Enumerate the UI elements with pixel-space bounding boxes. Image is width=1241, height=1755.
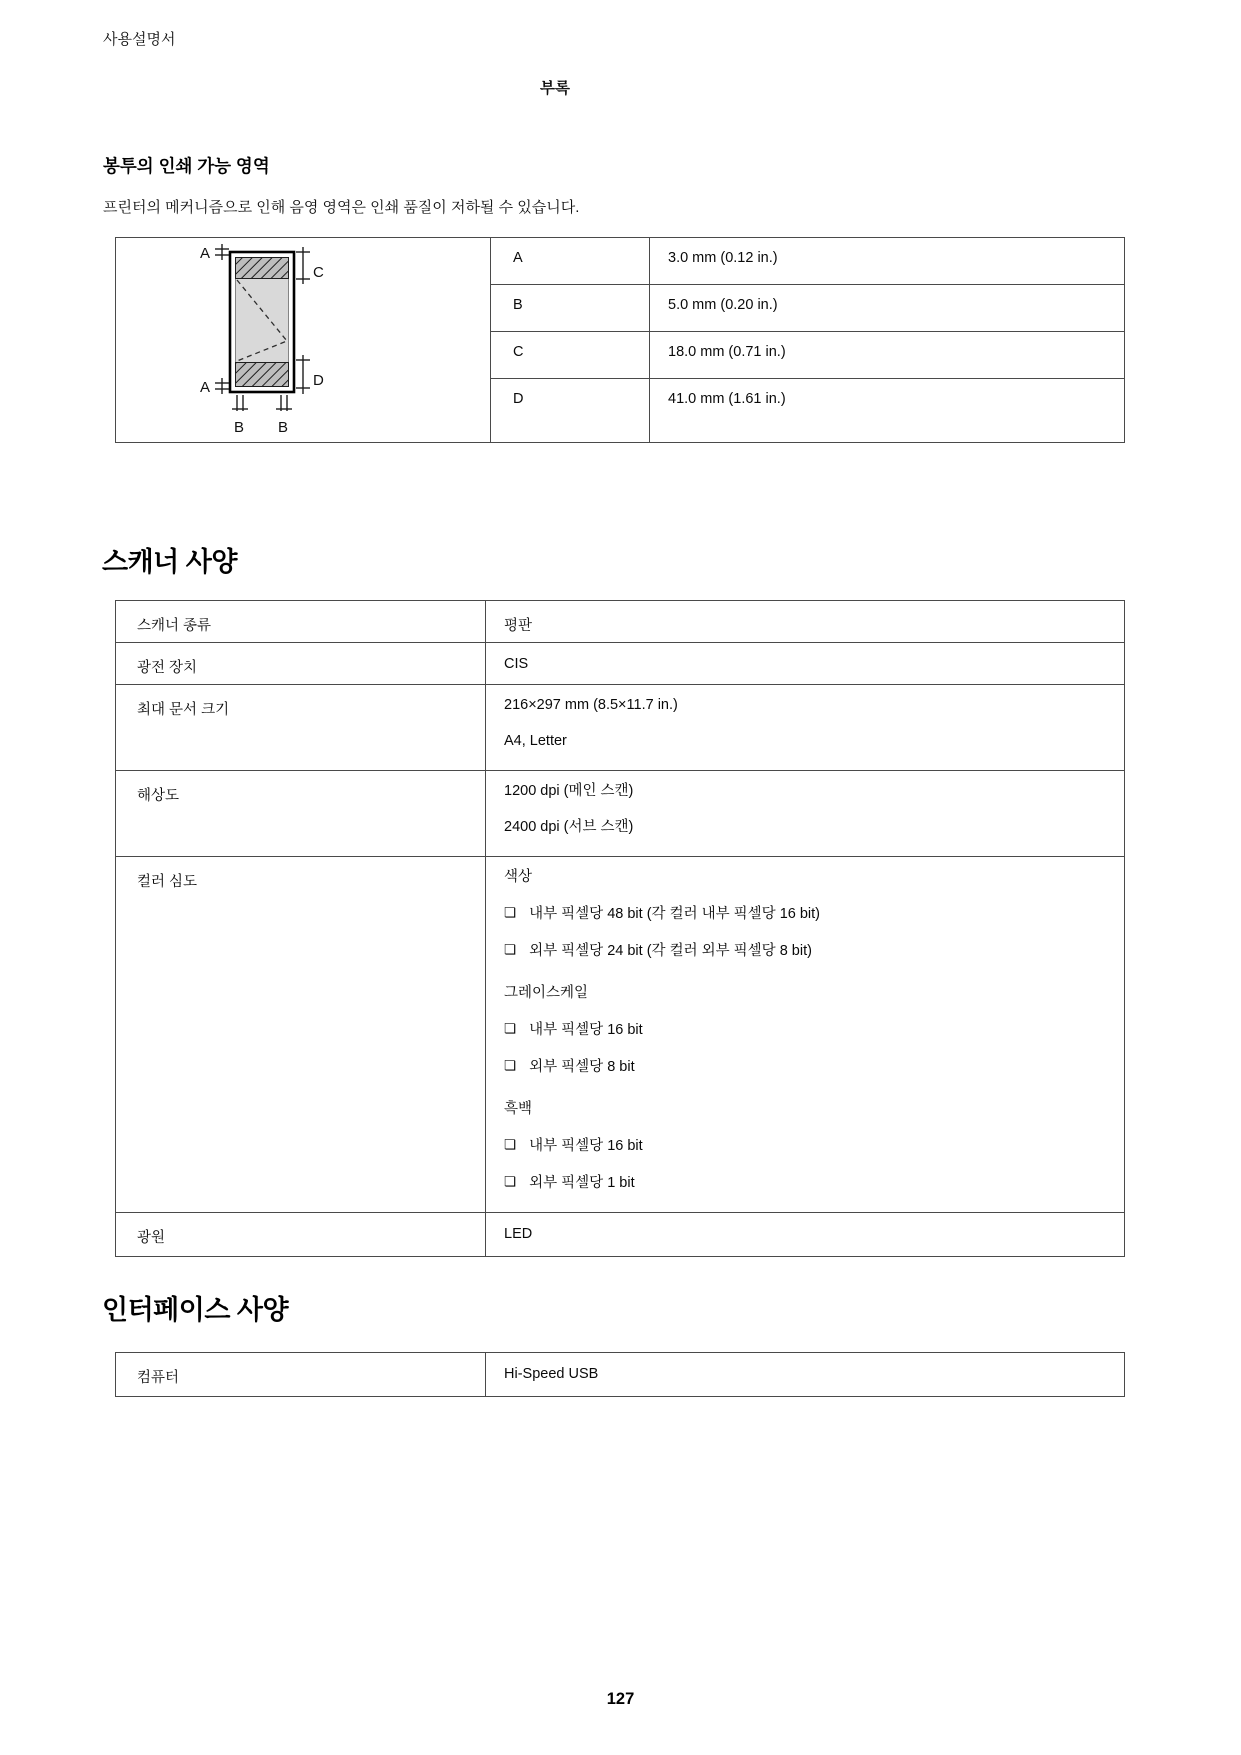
spec-value-line: A4, Letter: [504, 733, 567, 749]
dim-tick-b-right: [276, 395, 292, 411]
diagram-label-a-bottom: A: [200, 379, 211, 396]
interface-section-heading: 인터페이스 사양: [102, 1295, 289, 1325]
dim-tick-b-left: [232, 395, 248, 411]
spec-label: 해상도: [116, 771, 486, 857]
margin-value-c: 18.0 mm (0.71 in.): [650, 332, 1125, 379]
margin-key-b: B: [491, 285, 650, 332]
spec-value-line: 216×297 mm (8.5×11.7 in.): [504, 697, 678, 713]
margin-key-a: A: [491, 238, 650, 285]
table-row: [116, 857, 1125, 1213]
color-depth-group-title: 흑백: [504, 1101, 533, 1117]
margin-key-d: D: [491, 379, 650, 443]
spec-bullet-item: [504, 1175, 1116, 1191]
envelope-section-description: 프린터의 메커니즘으로 인해 음영 영역은 인쇄 품질이 저하될 수 있습니다.: [103, 199, 580, 216]
spec-value-line: 1200 dpi (메인 스캔): [504, 783, 634, 799]
table-row: [116, 771, 1125, 857]
table-row: [116, 1213, 1125, 1257]
table-row: [116, 643, 1125, 685]
checkbox-bullet-icon: ❏: [504, 1058, 517, 1073]
spec-value: CIS: [486, 643, 1125, 685]
scanner-section-heading: 스캐너 사양: [102, 547, 237, 577]
envelope-diagram: [188, 242, 418, 442]
spec-value: 평판: [486, 601, 1125, 643]
bottom-shaded-band: [236, 363, 289, 387]
envelope-diagram-cell: [116, 238, 491, 443]
spec-value: [486, 685, 1125, 771]
spec-bullet-text: 내부 픽셀당 16 bit: [529, 1138, 643, 1154]
running-header-chapter: 부록: [540, 80, 570, 97]
diagram-label-b-right: B: [278, 419, 289, 436]
spec-label: 컬러 심도: [116, 857, 486, 1213]
running-header-manual-title: 사용설명서: [103, 31, 176, 48]
spec-bullet-item: [504, 1059, 1116, 1075]
spec-value-line: 2400 dpi (서브 스캔): [504, 819, 634, 835]
interface-spec-table: [115, 1352, 1125, 1397]
spec-bullet-text: 외부 픽셀당 8 bit: [529, 1059, 635, 1075]
spec-bullet-item: [504, 906, 1116, 922]
margin-value-d: 41.0 mm (1.61 in.): [650, 379, 1125, 443]
spec-label: 광전 장치: [116, 643, 486, 685]
spec-label: 최대 문서 크기: [116, 685, 486, 771]
diagram-label-c: C: [313, 264, 324, 281]
spec-label: 컴퓨터: [116, 1353, 486, 1397]
table-row: [116, 601, 1125, 643]
page-number: 127: [606, 1690, 635, 1708]
spec-value: [486, 771, 1125, 857]
diagram-label-b-left: B: [234, 419, 245, 436]
top-shaded-band: [236, 258, 289, 279]
spec-label: 광원: [116, 1213, 486, 1257]
spec-bullet-text: 내부 픽셀당 16 bit: [529, 1022, 643, 1038]
spec-bullet-text: 외부 픽셀당 1 bit: [529, 1175, 635, 1191]
spec-bullet-item: [504, 943, 1116, 959]
scanner-spec-table: [115, 600, 1125, 1257]
spec-value: [486, 857, 1125, 1213]
checkbox-bullet-icon: ❏: [504, 1174, 517, 1189]
envelope-margin-table: [115, 237, 1125, 443]
spec-bullet-item: [504, 1022, 1116, 1038]
spec-value: LED: [486, 1213, 1125, 1257]
checkbox-bullet-icon: ❏: [504, 1021, 517, 1036]
spec-bullet-text: 외부 픽셀당 24 bit (각 컬러 외부 픽셀당 8 bit): [529, 943, 812, 959]
dim-tick-a-bottom: [215, 378, 229, 394]
checkbox-bullet-icon: ❏: [504, 1137, 517, 1152]
envelope-section-heading: 봉투의 인쇄 가능 영역: [103, 156, 270, 176]
checkbox-bullet-icon: ❏: [504, 905, 517, 920]
dim-bracket-d: [296, 355, 310, 394]
margin-key-c: C: [491, 332, 650, 379]
color-depth-group-title: 색상: [504, 869, 533, 885]
checkbox-bullet-icon: ❏: [504, 942, 517, 957]
margin-value-a: 3.0 mm (0.12 in.): [650, 238, 1125, 285]
diagram-label-a-top: A: [200, 245, 211, 262]
dim-bracket-c: [296, 247, 310, 284]
spec-bullet-item: [504, 1138, 1116, 1154]
margin-value-b: 5.0 mm (0.20 in.): [650, 285, 1125, 332]
spec-value: Hi-Speed USB: [486, 1353, 1125, 1397]
spec-bullet-text: 내부 픽셀당 48 bit (각 컬러 내부 픽셀당 16 bit): [529, 906, 820, 922]
table-row: [116, 1353, 1125, 1397]
table-row: [116, 685, 1125, 771]
dim-tick-a-top: [215, 244, 229, 260]
diagram-label-d: D: [313, 372, 324, 389]
spec-label: 스캐너 종류: [116, 601, 486, 643]
color-depth-group-title: 그레이스케일: [504, 985, 589, 1001]
